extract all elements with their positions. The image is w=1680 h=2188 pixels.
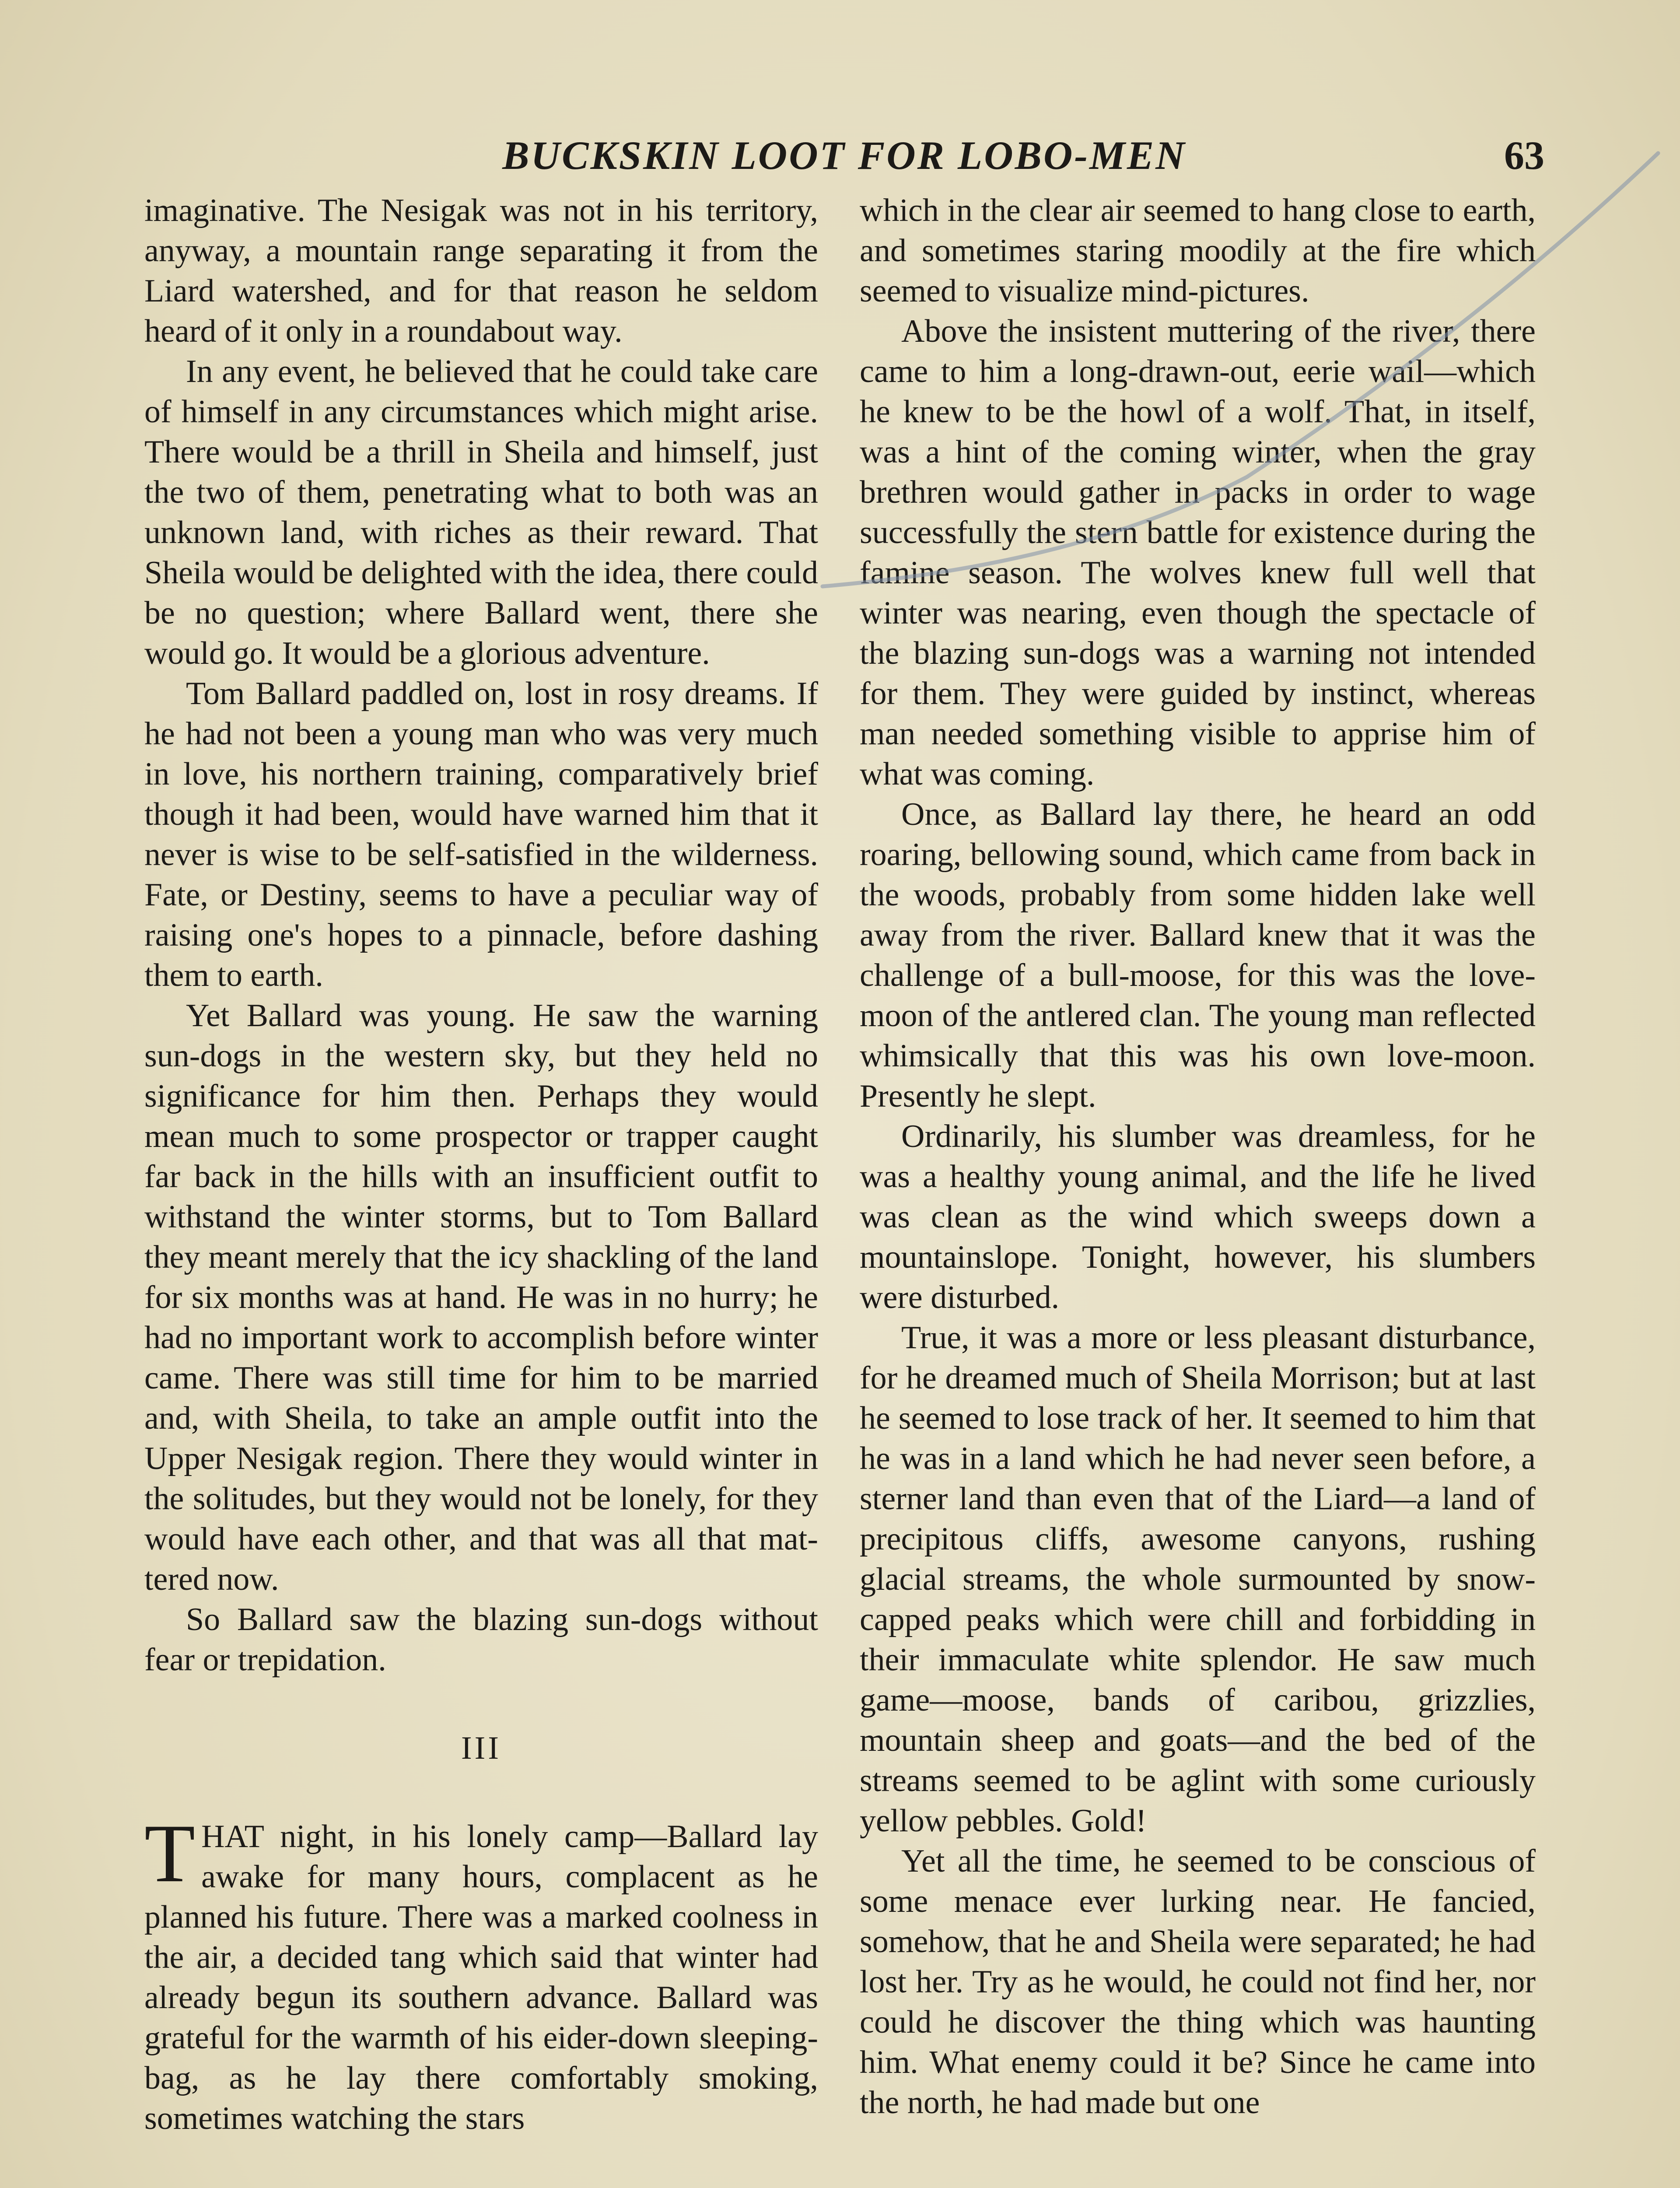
left-paragraph-3: Tom Ballard paddled on, lost in rosy dreams. If he had not been a young man who was very much in love, his northern training, comparatively brief though it had been, would have warned him that it never is wise to be self-satisfied in the wilderness. Fate, or Destiny, seems to have a peculiar way of raising one's hopes to a pinnacle, before dashing them to earth. bbox=[144, 676, 818, 993]
page-header bbox=[144, 127, 1544, 188]
left-paragraph-4: Yet Ballard was young. He saw the warning sun-dogs in the western sky, but they held no significance for him then. Perhaps they would mean much to some prospector or trapper caught far back in the hills with an insufficient outfit to withstand the winter storms, but to Tom Ballard they meant merely that the icy shackling of the land for six months was at hand. He was in no hurry; he had no important work to accomplish before winter came. There was still time for him to be married and, with Sheila, to take an ample outfit into the Upper Nesigak region. There they would winter in the solitudes, but they would not be lonely, for they would have each other, and that was all that mattered now. bbox=[144, 998, 818, 1597]
section-heading: III bbox=[461, 1730, 501, 1766]
left-paragraph-5: So Ballard saw the blazing sun-dogs without fear or trepidation. bbox=[144, 1602, 818, 1678]
right-paragraph-1: which in the clear air seemed to hang close to earth, and sometimes staring moodily at the fire which seemed to visualize mind-pictures. bbox=[860, 193, 1536, 309]
running-title: BUCKSKIN LOOT FOR LOBO-MEN bbox=[502, 133, 1186, 178]
left-paragraph-2: In any event, he believed that he could take care of himself in any circumstances which might arise. There would be a thrill in Sheila and himself, just the two of them, penetrating what to both was an unknown land, with riches as their reward. That Sheila would be delighted with the idea, there could be no question; where Ballard went, there she would go. It would be a glorious adventure. bbox=[144, 354, 818, 671]
left-paragraph-6 bbox=[144, 1808, 818, 2139]
left-column bbox=[144, 190, 818, 2139]
right-column bbox=[860, 190, 1536, 2123]
drop-cap: T bbox=[144, 1808, 196, 1900]
right-paragraph-2: Above the insistent muttering of the river, there came to him a long-drawn-out, eerie wail—which he knew to be the howl of a wolf. That, in itself, was a hint of the coming winter, when the gray brethren would gather in packs in order to wage successfully the stern battle for existence during the famine season. The wolves knew full well that winter was nearing, even though the spectacle of the blazing sun-dogs was a warning not intended for them. They were guided by instinct, whereas man needed something visible to apprise him of what was coming. bbox=[860, 313, 1536, 792]
right-paragraph-5: True, it was a more or less pleasant disturbance, for he dreamed much of Sheila Morrison; but at last he seemed to lose track of her. It seemed to him that he was in a land which he had never seen before, a sterner land than even that of the Liard—a land of precipitous cliffs, awesome canyons, rushing glacial streams, the whole surmounted by snow-capped peaks which were chill and forbidding in their immaculate white splendor. He saw much game—moose, bands of caribou, grizzlies, mountain sheep and goats—and the bed of the streams seemed to be aglint with some curiously yellow pebbles. Gold! bbox=[860, 1320, 1536, 1839]
right-paragraph-6: Yet all the time, he seemed to be conscious of some menace ever lurking near. He fancied, somehow, that he and Sheila were separated; he had lost her. Try as he would, he could not find her, nor could he discover the thing which was haunting him. What enemy could it be? Since he came into the north, he had made but one bbox=[860, 1843, 1536, 2121]
page-number: 63 bbox=[1504, 133, 1544, 178]
right-paragraph-4: Ordinarily, his slumber was dreamless, for he was a healthy young animal, and the life he lived was clean as the wind which sweeps down a mountainslope. Tonight, however, his slumbers were disturbed. bbox=[860, 1119, 1536, 1315]
left-paragraph-6-text: HAT night, in his lonely camp—Ballard lay awake for many hours, complacent as he planned his future. There was a marked coolness in the air, a decided tang which said that winter had already begun its southern advance. Ballard was grateful for the warmth of his eider-down sleeping-bag, as he lay there comfortably smoking, sometimes watching the stars bbox=[144, 1819, 818, 2136]
left-paragraph-1: imaginative. The Nesigak was not in his territory, anyway, a mountain range separating it from the Liard watershed, and for that reason he seldom heard of it only in a roundabout way. bbox=[144, 193, 818, 349]
right-paragraph-3: Once, as Ballard lay there, he heard an odd roaring, bellowing sound, which came from back in the woods, probably from some hidden lake well away from the river. Ballard knew that it was the challenge of a bull-moose, for this was the love-moon of the antlered clan. The young man reflected whimsically that this was his own love-moon. Presently he slept. bbox=[860, 796, 1536, 1114]
